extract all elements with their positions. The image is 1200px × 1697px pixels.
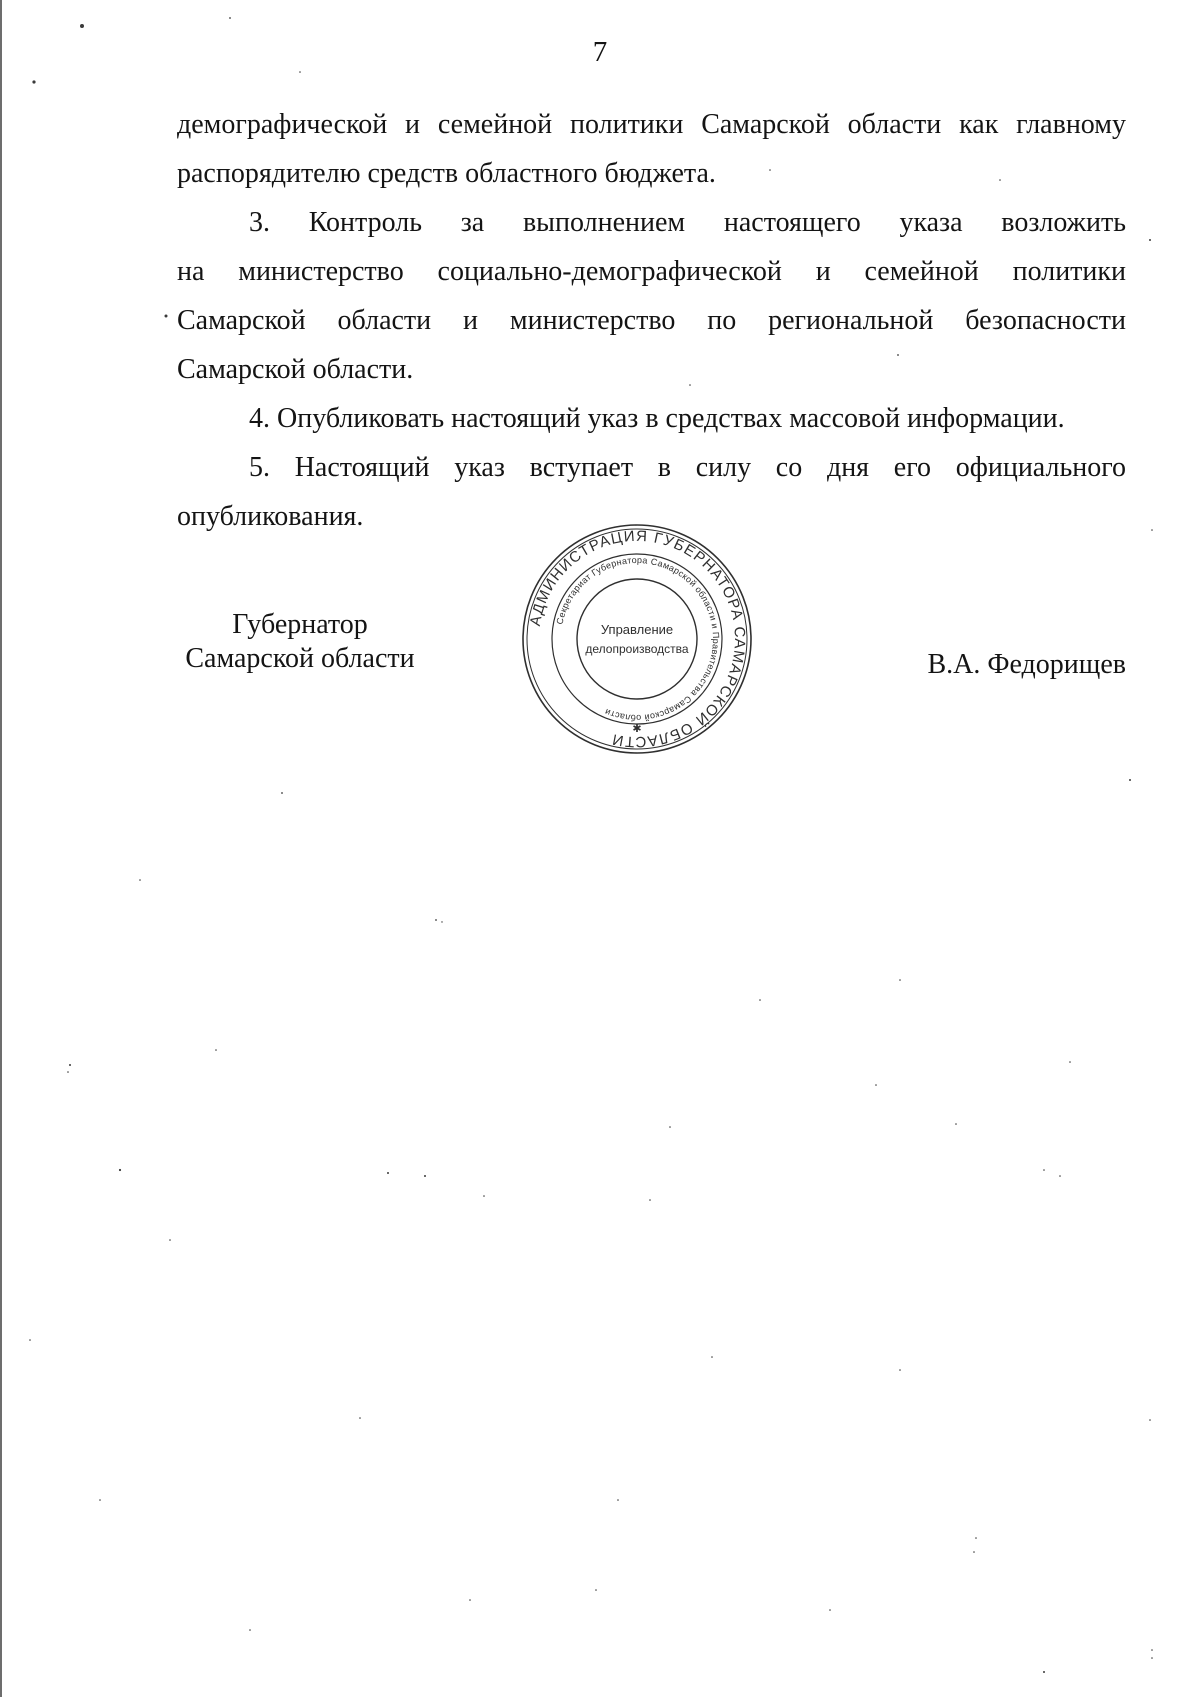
stamp-center-ring: [577, 579, 697, 699]
stamp-center-line-2: делопроизводства: [585, 642, 689, 656]
page-number: 7: [592, 36, 608, 68]
stamp-inner-text: Секретариат Губернатора Самарской области и Правительства Самарской области: [554, 554, 722, 724]
text-line: распорядителю средств областного бюджета.: [177, 158, 716, 189]
signatory-position: [180, 608, 420, 676]
paragraph-continuation: [177, 100, 1126, 198]
scan-edge-line: [0, 0, 2, 1697]
official-stamp: [520, 522, 754, 756]
text-line: 5. Настоящий указ вступает в силу со дня его официального: [249, 452, 1126, 483]
text-line: Самарской области и министерство по региональной безопасности: [177, 305, 1126, 336]
text-line: 3. Контроль за выполнением настоящего указа возложить: [249, 207, 1126, 238]
stamp-star-icon: ✱: [632, 722, 642, 735]
paragraph-item-4: [177, 394, 1126, 443]
paragraph-item-3: [177, 198, 1126, 394]
text-line: 4. Опубликовать настоящий указ в средствах массовой информации.: [249, 403, 1065, 434]
text-line: Самарской области.: [177, 354, 414, 385]
signatory-title: Губернатор: [232, 609, 368, 640]
stamp-outer-text: АДМИНИСТРАЦИЯ ГУБЕРНАТОРА САМАРСКОЙ ОБЛАСТИ: [526, 527, 749, 751]
stamp-center-line-1: Управление: [600, 622, 674, 637]
text-line: демографической и семейной политики Самарской области как главному: [177, 109, 1126, 140]
text-line: опубликования.: [177, 501, 364, 532]
svg-text:Секретариат Губернатора Самарс: [554, 555, 721, 723]
text-line: на министерство социально-демографической и семейной политики: [177, 256, 1126, 287]
signatory-name: В.А. Федорищев: [927, 649, 1126, 680]
signatory-region: Самарской области: [185, 643, 415, 674]
